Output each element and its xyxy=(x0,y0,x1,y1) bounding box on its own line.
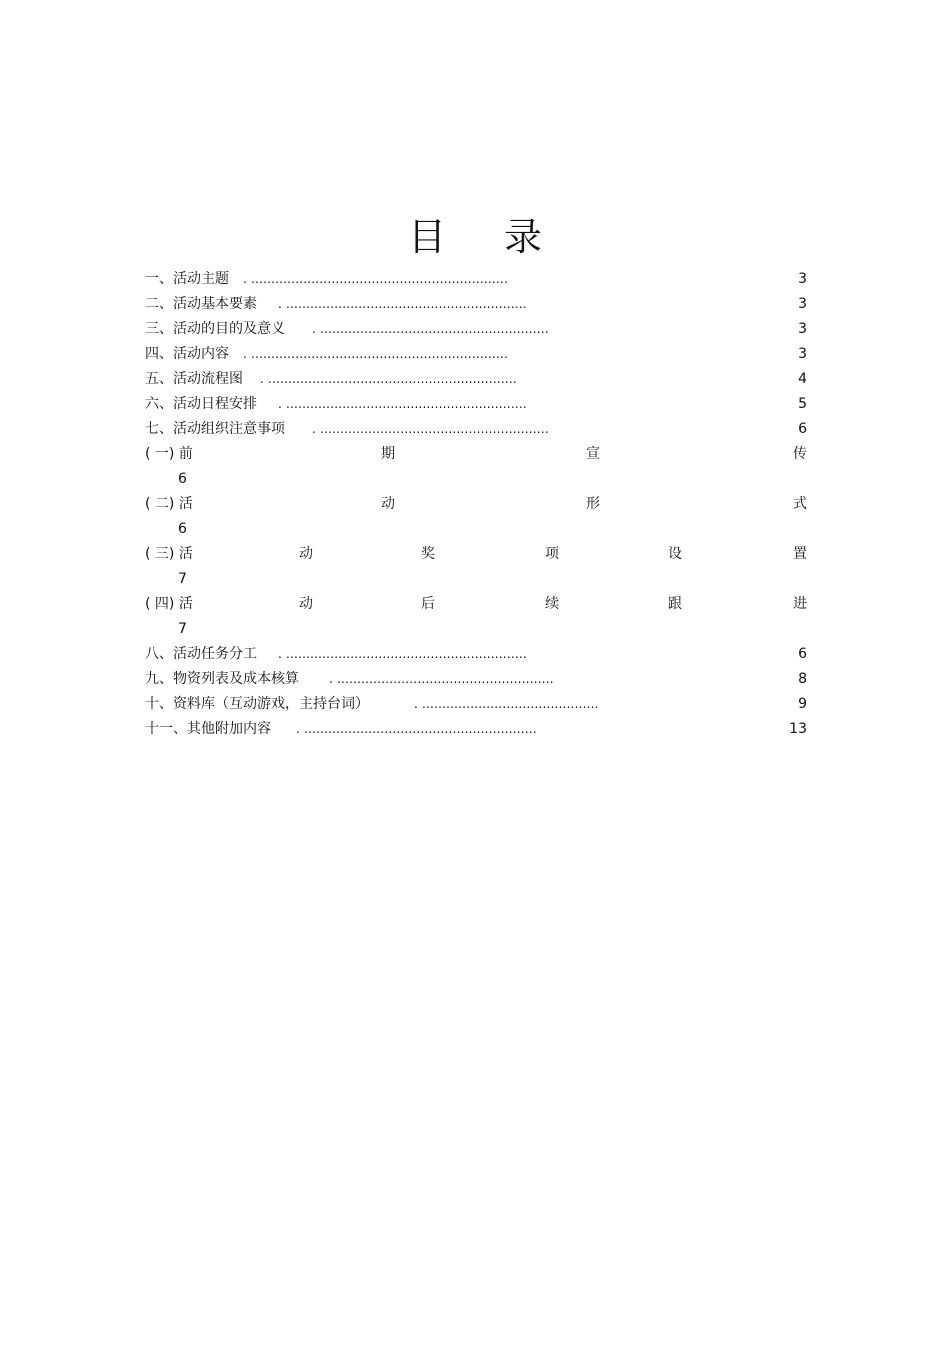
toc-subentry[interactable] xyxy=(145,543,807,593)
toc-subentry-char: 动 xyxy=(299,596,313,612)
toc-subentry-char: 形 xyxy=(586,496,600,512)
toc-subentry-char: 跟 xyxy=(668,596,682,612)
toc-subentry-char: 奖 xyxy=(421,546,435,562)
toc-entry-page: 3 xyxy=(798,346,807,362)
toc-entry[interactable] xyxy=(145,268,807,293)
toc-entry[interactable] xyxy=(145,293,807,318)
toc-title-char-1: 目 xyxy=(407,215,446,259)
toc-leader-dots: . ......................................................... xyxy=(312,322,549,336)
toc-subentry-prefix: ( 三) 活 xyxy=(145,546,193,562)
toc-entry-page: 3 xyxy=(798,296,807,312)
toc-subentry-prefix: ( 四) 活 xyxy=(145,596,193,612)
toc-entry[interactable] xyxy=(145,693,807,718)
toc-subentry-char: 动 xyxy=(299,546,313,562)
toc-subentry-char: 后 xyxy=(421,596,435,612)
toc-subentry-page: 7 xyxy=(178,621,187,637)
toc-subentry-page: 6 xyxy=(178,521,187,537)
toc-leader-dots: . .............................................................. xyxy=(260,372,517,386)
table-of-contents xyxy=(145,268,807,743)
toc-subentry-char: 设 xyxy=(668,546,682,562)
toc-subentry-prefix: ( 一) 前 xyxy=(145,446,193,462)
toc-leader-dots: . ................................................................ xyxy=(243,347,508,361)
toc-entry-label: 十、资料库（互动游戏，主持台词） xyxy=(145,696,369,712)
toc-leader-dots: . ...................................................... xyxy=(329,672,554,686)
toc-leader-dots: . ............................................................ xyxy=(278,397,527,411)
toc-title-char-2: 录 xyxy=(504,215,543,259)
toc-subentry[interactable] xyxy=(145,493,807,543)
toc-title xyxy=(0,206,950,261)
toc-subentry-char: 进 xyxy=(793,596,807,612)
toc-entry-label: 十一、其他附加内容 xyxy=(145,721,271,737)
toc-entry-page: 6 xyxy=(798,421,807,437)
toc-leader-dots: . ......................................................... xyxy=(312,422,549,436)
toc-subentry-char: 期 xyxy=(381,446,395,462)
toc-entry-page: 4 xyxy=(798,371,807,387)
toc-entry-label: 三、活动的目的及意义 xyxy=(145,321,285,337)
toc-entry[interactable] xyxy=(145,393,807,418)
toc-leader-dots: . ............................................................ xyxy=(278,297,527,311)
toc-entry[interactable] xyxy=(145,643,807,668)
toc-entry-label: 八、活动任务分工 xyxy=(145,646,257,662)
toc-subentry-char: 续 xyxy=(545,596,559,612)
toc-entry-label: 七、活动组织注意事项 xyxy=(145,421,285,437)
toc-subentry-char: 项 xyxy=(545,546,559,562)
toc-entry[interactable] xyxy=(145,318,807,343)
toc-entry-label: 四、活动内容 xyxy=(145,346,229,362)
toc-entry-label: 九、物资列表及成本核算 xyxy=(145,671,299,687)
toc-subentry-char: 传 xyxy=(793,446,807,462)
toc-entry[interactable] xyxy=(145,718,807,743)
toc-subentry[interactable] xyxy=(145,443,807,493)
toc-entry-page: 13 xyxy=(789,721,807,737)
toc-leader-dots: . ................................................................ xyxy=(243,272,508,286)
toc-leader-dots: . ............................................................ xyxy=(278,647,527,661)
toc-subentry-char: 置 xyxy=(793,546,807,562)
toc-leader-dots: . .......................................................... xyxy=(296,722,537,736)
toc-entry-label: 六、活动日程安排 xyxy=(145,396,257,412)
toc-subentry-char: 式 xyxy=(793,496,807,512)
toc-entry-label: 五、活动流程图 xyxy=(145,371,243,387)
toc-entry-page: 5 xyxy=(798,396,807,412)
toc-subentry-char: 宣 xyxy=(586,446,600,462)
toc-entry-label: 一、活动主题 xyxy=(145,271,229,287)
toc-entry-page: 9 xyxy=(798,696,807,712)
toc-subentry-prefix: ( 二) 活 xyxy=(145,496,193,512)
toc-entry-page: 6 xyxy=(798,646,807,662)
toc-entry-label: 二、活动基本要素 xyxy=(145,296,257,312)
toc-subentry-page: 6 xyxy=(178,471,187,487)
toc-leader-dots: . ............................................ xyxy=(414,697,599,711)
toc-subentry-page: 7 xyxy=(178,571,187,587)
toc-entry[interactable] xyxy=(145,343,807,368)
toc-entry-page: 3 xyxy=(798,321,807,337)
toc-entry-page: 3 xyxy=(798,271,807,287)
toc-entry[interactable] xyxy=(145,368,807,393)
toc-entry[interactable] xyxy=(145,418,807,443)
toc-subentry-char: 动 xyxy=(381,496,395,512)
toc-subentry[interactable] xyxy=(145,593,807,643)
toc-entry[interactable] xyxy=(145,668,807,693)
toc-entry-page: 8 xyxy=(798,671,807,687)
